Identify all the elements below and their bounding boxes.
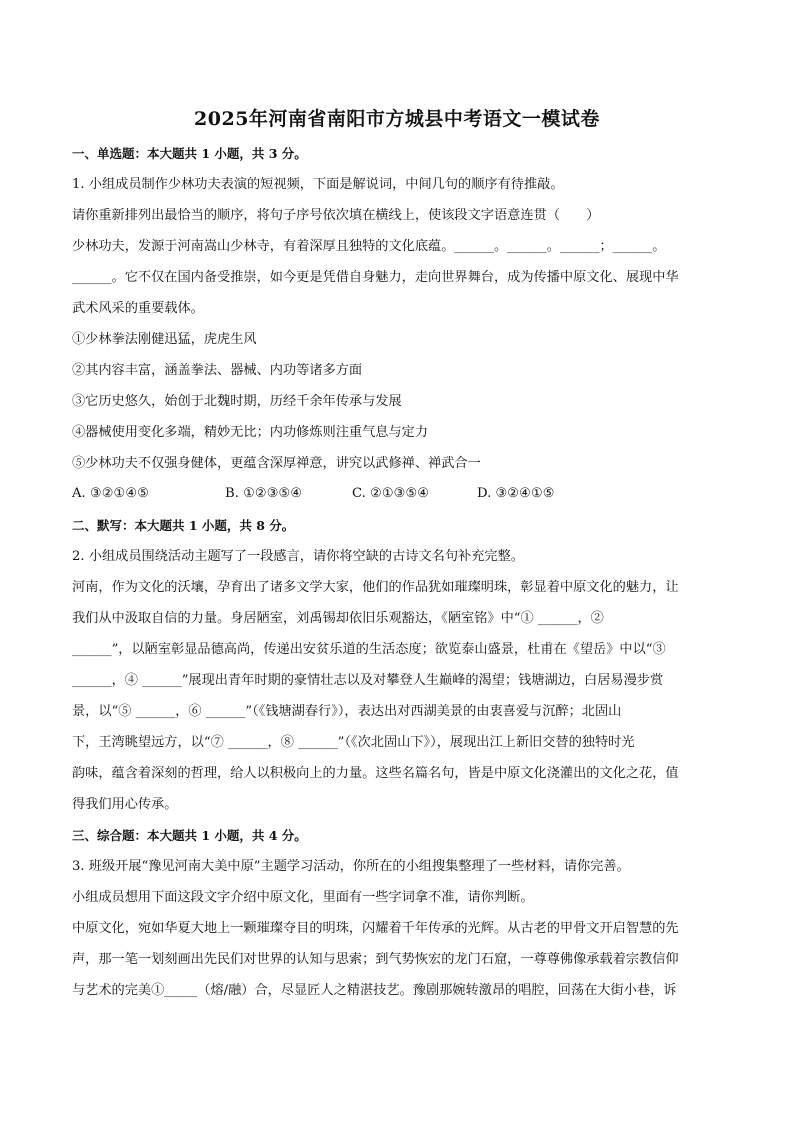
page-title: 2025年河南省南阳市方城县中考语文一模试卷 — [194, 108, 600, 130]
passage-line: 河南，作为文化的沃壤，孕育出了诸多文学大家，他们的作品犹如璀璨明珠，彰显着中原文化的魅力，让 — [72, 580, 679, 595]
option-c[interactable]: C. ②①③⑤④ — [352, 486, 430, 501]
passage-line: 武术风采的重要载体。 — [72, 301, 204, 316]
section-heading-2: 二、默写：本大题共 1 小题，共 8 分。 — [72, 518, 295, 533]
passage-line: 声，那一笔一划刻画出先民们对世界的认知与思索；到气势恢宏的龙门石窟，一尊尊佛像承载着宗教信仰 — [72, 952, 679, 967]
sentence-item: ②其内容丰富，涵盖拳法、器械、内功等诸多方面 — [72, 363, 363, 378]
sentence-item: ⑤少林功夫不仅强身健体，更蕴含深厚禅意，讲究以武修禅、禅武合一 — [72, 456, 481, 471]
passage-line: 与艺术的完美①_____（熔/融）合，尽显匠人之精湛技艺。豫剧那婉转激昂的唱腔，回荡在大街小巷，诉 — [72, 983, 677, 998]
passage-line: 中原文化，宛如华夏大地上一颗璀璨夺目的明珠，闪耀着千年传承的光辉。从古老的甲骨文开启智慧的先 — [72, 921, 679, 936]
question-3-instruction: 小组成员想用下面这段文字介绍中原文化，里面有一些字词拿不准，请你判断。 — [72, 890, 534, 905]
passage-line: 我们从中汲取自信的力量。身居陋室，刘禹锡却依旧乐观豁达，《陋室铭》中“① ______，② — [72, 611, 604, 626]
passage-line: 韵味，蕴含着深刻的哲理，给人以积极向上的力量。这些名篇名句，皆是中原文化浇灌出的文化之花，值 — [72, 766, 679, 781]
passage-line: 少林功夫，发源于河南嵩山少林寺，有着深厚且独特的文化底蕴。______。______。______；______。 — [72, 239, 666, 254]
question-1-stem: 1. 小组成员制作少林功夫表演的短视频，下面是解说词，中间几句的顺序有待推敲。 — [72, 177, 564, 192]
passage-line: 下，王湾眺望远方，以“⑦ ______，⑧ ______”（《次北固山下》），展现出江上新旧交替的独特时光 — [72, 735, 635, 750]
passage-line: ______，④ ______”展现出青年时期的豪情壮志以及对攀登人生巅峰的渴望；钱塘湖边，白居易漫步赏 — [72, 673, 664, 688]
question-2-stem: 2. 小组成员围绕活动主题写了一段感言，请你将空缺的古诗文名句补充完整。 — [72, 549, 524, 564]
question-1-instruction: 请你重新排列出最恰当的顺序，将句子序号依次填在横线上，使该段文字语意连贯（ ） — [72, 208, 600, 223]
passage-line: ______”，以陋室彰显品德高尚，传递出安贫乐道的生活态度；欲览泰山盛景，杜甫在《望岳》中以“③ — [72, 642, 666, 657]
sentence-item: ③它历史悠久，始创于北魏时期，历经千余年传承与发展 — [72, 394, 402, 409]
section-heading-1: 一、单选题：本大题共 1 小题，共 3 分。 — [72, 146, 307, 161]
passage-line: 景，以“⑤ ______，⑥ ______”（《钱塘湖春行》），表达出对西湖美景的由衷喜爱与沉醉；北固山 — [72, 704, 622, 719]
sentence-item: ①少林拳法刚健迅猛，虎虎生风 — [72, 332, 257, 347]
question-3-stem: 3. 班级开展“豫见河南大美中原”主题学习活动，你所在的小组搜集整理了一些材料，请你完善。 — [72, 859, 630, 874]
option-a[interactable]: A. ③②①④⑤ — [72, 486, 150, 501]
option-b[interactable]: B. ①②③⑤④ — [225, 486, 303, 501]
passage-line: 得我们用心传承。 — [72, 797, 178, 812]
option-d[interactable]: D. ③②④①⑤ — [477, 486, 555, 501]
section-heading-3: 三、综合题：本大题共 1 小题，共 4 分。 — [72, 828, 307, 843]
passage-line: ______。它不仅在国内备受推崇，如今更是凭借自身魅力，走向世界舞台，成为传播中原文化、展现中华 — [72, 270, 679, 285]
sentence-item: ④器械使用变化多端，精妙无比；内功修炼则注重气息与定力 — [72, 425, 429, 440]
